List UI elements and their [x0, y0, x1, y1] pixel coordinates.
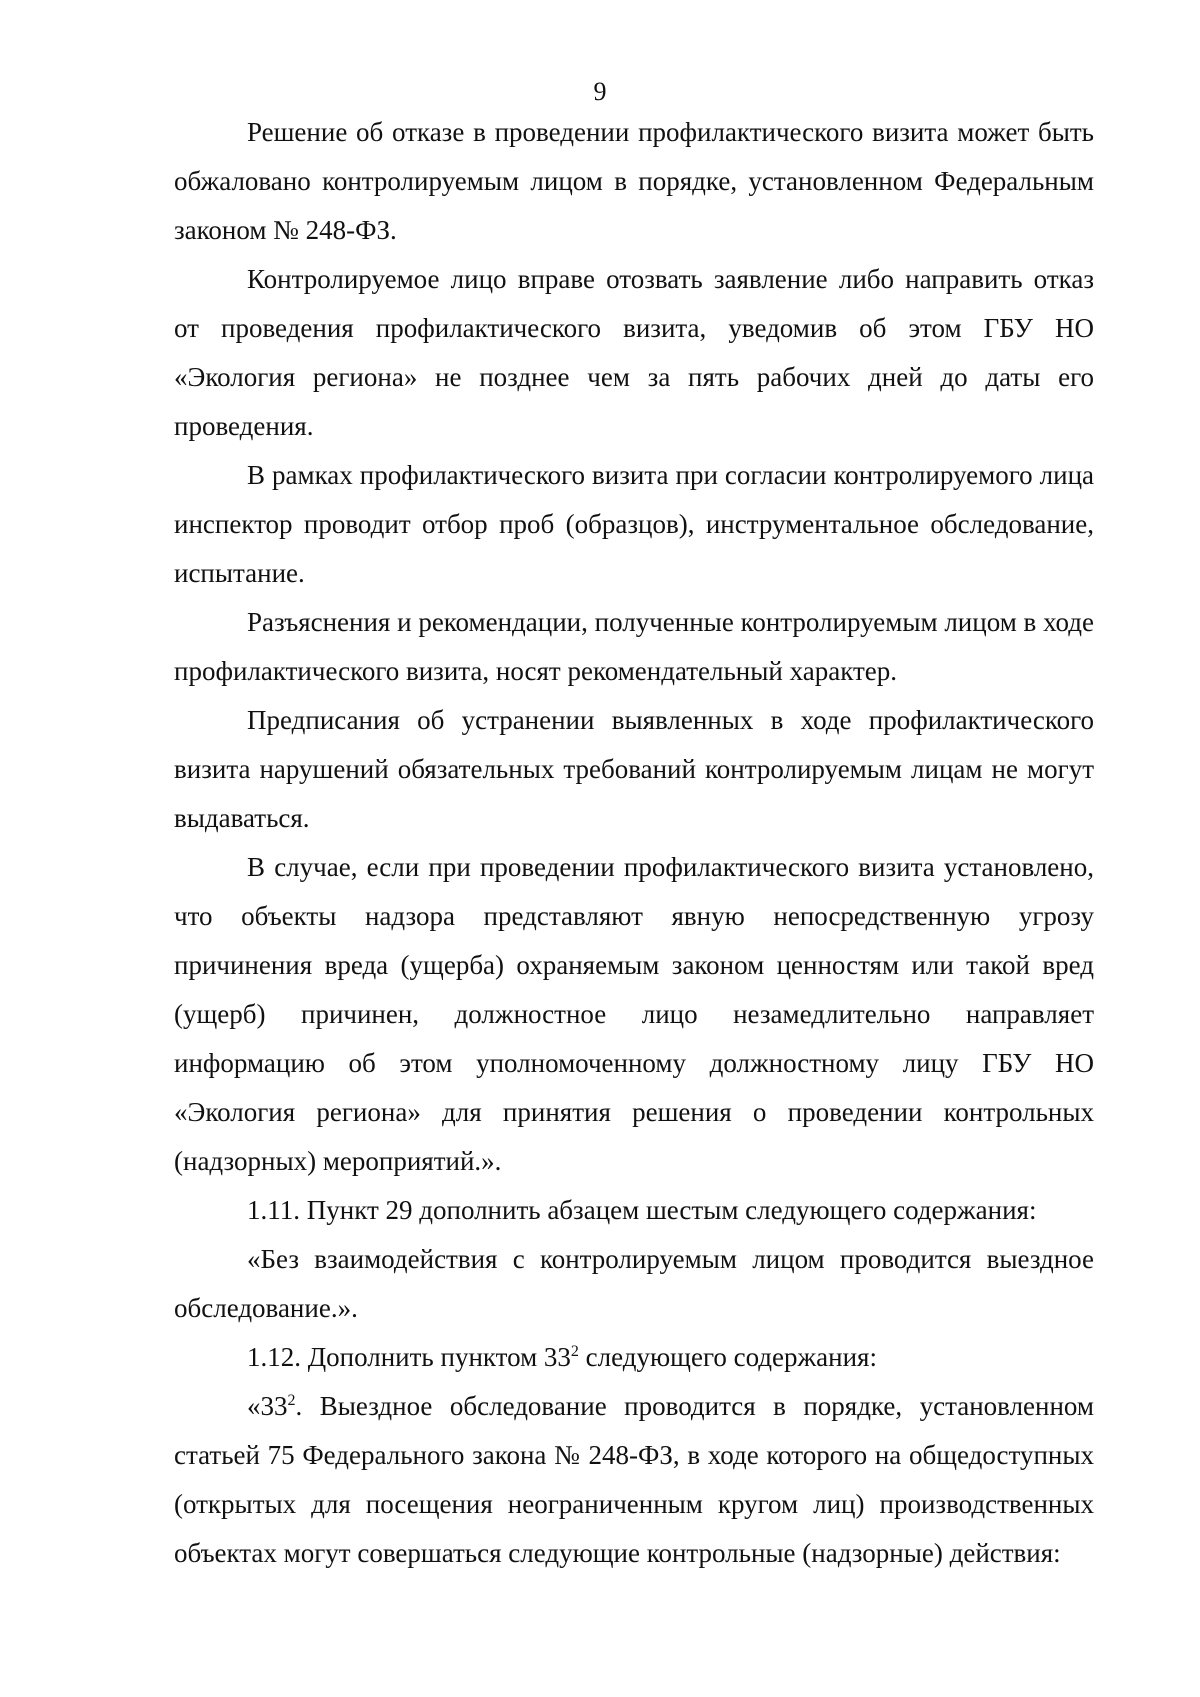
paragraph-prescriptions: Предписания об устранении выявленных в ходе профилактического визита нарушений обязательных требований контролируемым лицам не могут выдаваться.	[174, 705, 1094, 833]
paragraph-appeal: Решение об отказе в проведении профилактического визита может быть обжаловано контролируемым лицом в порядке, установленном Федеральным законом № 248-ФЗ.	[174, 117, 1094, 245]
document-body	[174, 108, 1094, 1578]
paragraph-recommendations: Разъяснения и рекомендации, полученные контролируемым лицом в ходе профилактического визита, носят рекомендательный характер.	[174, 607, 1094, 686]
page-number: 9	[593, 77, 607, 106]
item-1-12-text-end: следующего содержания:	[578, 1342, 877, 1372]
item-1-12-text-start: 1.12. Дополнить пунктом 33	[247, 1342, 571, 1372]
paragraph-item-33-2	[174, 1382, 1094, 1578]
item-1-12-superscript: 2	[570, 1343, 579, 1360]
item-33-2-superscript: 2	[287, 1392, 296, 1409]
paragraph-item-1-12	[174, 1333, 1094, 1382]
paragraph-item-1-11-content: «Без взаимодействия с контролируемым лицом проводится выездное обследование.».	[174, 1244, 1094, 1323]
paragraph-threat-case: В случае, если при проведении профилактического визита установлено, что объекты надзора представляют явную непосредственную угрозу причинения вреда (ущерба) охраняемым законом ценностям или такой вред (ущерб) причинен, должностное лицо незамедлительно направляет информацию об этом уполномоченному должностному лицу ГБУ НО «Экология региона» для принятия решения о проведении контрольных (надзорных) мероприятий.».	[174, 852, 1094, 1176]
paragraph-withdrawal: Контролируемое лицо вправе отозвать заявление либо направить отказ от проведения профилактического визита, уведомив об этом ГБУ НО «Экология региона» не позднее чем за пять рабочих дней до даты его проведения.	[174, 264, 1094, 441]
paragraph-item-1-11: 1.11. Пункт 29 дополнить абзацем шестым следующего содержания:	[247, 1195, 1037, 1225]
item-33-2-text-end: . Выездное обследование проводится в порядке, установленном статьей 75 Федерального закона № 248-ФЗ, в ходе которого на общедоступных (открытых для посещения неограниченным кругом лиц) производственных объектах могут совершаться следующие контрольные (надзорные) действия:	[174, 1391, 1094, 1568]
paragraph-sampling: В рамках профилактического визита при согласии контролируемого лица инспектор проводит отбор проб (образцов), инструментальное обследование, испытание.	[174, 460, 1094, 588]
item-33-2-text-start: «33	[247, 1391, 288, 1421]
